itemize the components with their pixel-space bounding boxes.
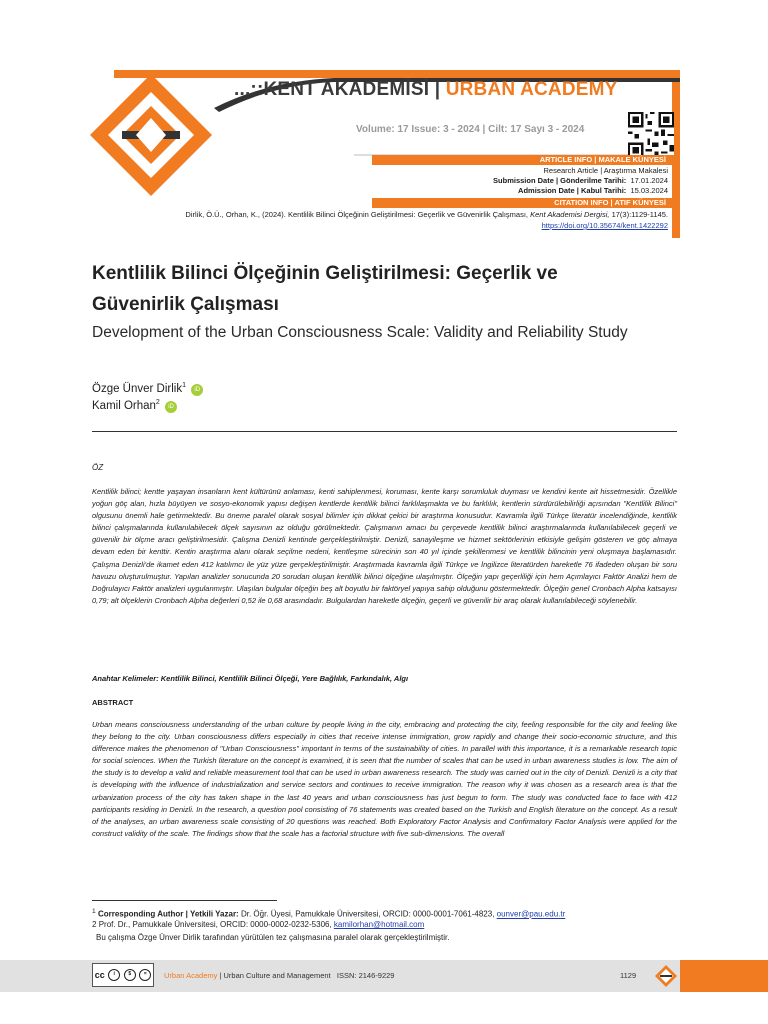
journal-logo-icon: [86, 70, 216, 200]
footer-subtitle: Urban Culture and Management: [223, 971, 331, 980]
admission-date-line: [518, 186, 668, 195]
journal-prefix: ...::: [234, 79, 264, 100]
by-icon: i: [108, 969, 120, 981]
abstract-paragraph: Urban means consciousness understanding of the urban culture by people living in the city, embracing and protecting the city, feeling responsible for the city and feeling like they belong to the city. Urban consciousness differs especially in cities that receive intense immigration, grow rapidly and change their socio-economic structure, and this difference makes the phenomenon of "Urban Consciousness" important in terms of the sustainability of cities. In parallel with this importance, it is a remarkable research topic for social sciences. When the Turkish literature on the concept is examined, it is seen that the number of scales that can be used in urban awareness studies is low. The aim of the study is to develop a valid and reliable measurement tool that can be used in urban awareness research. The study was carried out in the city of Denizli. Denizli is a city that is developing with the influence of industrialization and service sectors and continues to receive immigration. The reason why it was chosen as a research area is that the urbanization process of the city has taken shape in the last 40 years and urban consciousness has just begun to form. The study was conducted face to face with 412 participants residing in Denizli. In the research, a question pool consisting of 76 statements was created based on the Turkish and English literature on the concept. As a result of the analyses, an urban awareness scale consisting of 20 questions was reached. Both Exploratory Factor Analysis and Confirmatory Factor Analysis were applied for the construct validity of the scale. The findings show that the scale has a factorial structure with five sub-dimensions. The overall: [92, 720, 677, 838]
journal-name-tr: KENT AKADEMİSİ: [263, 79, 430, 100]
cc-license-icon[interactable]: [92, 963, 154, 987]
author-1: [92, 382, 203, 396]
submission-date-line: [493, 176, 668, 185]
footnote-mark: 2: [92, 920, 97, 929]
citation-suffix: 17(3):1129-1145.: [611, 210, 668, 219]
nc-icon: $: [124, 969, 136, 981]
email-link[interactable]: ounver@pau.edu.tr: [496, 909, 566, 919]
footer-issn: ISSN: 2146-9229: [336, 971, 395, 980]
footer-brand: Urban Academy: [164, 971, 218, 980]
oz-paragraph: Kentlilik bilinci; kentte yaşayan insanların kent kültürünü anlaması, kenti sahiplenmesi, koruması, kente karşı sorumluluk duyması ve kendini kente ait hissetmesidir. Özellikle yoğun göç alan, hızla büyüyen ve sosyo-ekonomik yapısı değişen kentlerde kentlilik bilinci farklılaşmakta ve bu farklılık, kentlerin sürdürülebilirliği açısından "Kentlilik Bilinci" olgusunu önemli hale getirmektedir. Bu öneme paralel olarak sosyal bilimler için dikkat çekici bir araştırma konusudur. Kavramla ilgili Türkçe literatür incelendiğinde, kentlilik bilinci çalışmalarında kullanılabilecek ölçek sayısının az olduğu görülmektedir. Çalışmanın amacı bu çerçevede kentlilik bilinci araştırmalarında kullanılabilecek geçerli ve güvenilir bir ölçme aracı geliştirilmesidir. Çalışma Denizli kentinde gerçekleştirilmiştir. Denizli, sanayileşme ve hizmet sektörlerinin etkisiyle gelişim gösteren ve göç almaya devam eden bir kenttir. Kentin araştırma alanı olarak seçilme nedeni, kentleşme sürecinin son 40 yıl içinde şekillenmesi ve kentlilik bilincinin yeni oluşmaya başlamasıdır. Çalışma Denizli'de ikamet eden 412 katılımcı ile yüz yüze gerçekleştirilmiştir. Araştırmada kavramla ilgili Türkçe ve İngilizce literatürden hareketle 76 ifadeden oluşan bir soru havuzu oluşturulmuştur. Yapılan analizler sonucunda 20 sorudan oluşan kentlilik bilinci ölçeğine ulaşılmıştır. Ölçeğin yapı geçerliliği için hem Açımlayıcı Faktör Analizi hem de Doğrulayıcı Faktör analizleri uygulanmıştır. Ulaşılan bulgular ölçeğin beş alt boyutlu bir faktöryel yapıya sahip olduğunu göstermektedir. Ölçeğin genel Cronbach Alpha katsayısı 0,79; alt ölçeklerin Cronbach Alpha değerleri 0,52 ile 0,68 arasındadır. Bulgulardan hareketle ölçeğin, geçerli ve güvenilir bir araç olarak kullanılabileceği söylenebilir.: [92, 487, 677, 605]
article-title-tr: Kentlilik Bilinci Ölçeğinin Geliştirilmesi: Geçerlik ve Güvenirlik Çalışması: [92, 263, 558, 315]
author-divider: [92, 431, 677, 432]
footnote-2: [92, 920, 424, 929]
citation-journal: Kent Akademisi Dergisi,: [530, 210, 610, 219]
citation-info-label: CITATION INFO | ATIF KÜNYESİ: [372, 198, 674, 208]
oz-heading: ÖZ: [92, 463, 104, 472]
footnote-divider: [92, 900, 277, 901]
author-name: Kamil Orhan: [92, 399, 156, 412]
article-type: Research Article | Araştırma Makalesi: [543, 166, 668, 175]
orcid-icon[interactable]: iD: [165, 401, 177, 413]
footer-separator: |: [217, 971, 224, 980]
page-number: 1129: [620, 971, 637, 980]
author-2: [92, 399, 177, 413]
author-footnote-mark: 1: [182, 382, 187, 389]
footnote-mark: 1: [92, 908, 96, 915]
author-footnote-mark: 2: [155, 399, 160, 406]
corresponding-author-label: Corresponding Author | Yetkili Yazar:: [97, 909, 239, 919]
submission-label: Submission Date | Gönderilme Tarihi:: [493, 176, 627, 185]
abstract-heading: ABSTRACT: [92, 698, 134, 707]
email-link[interactable]: kamilorhan@hotmail.com: [333, 920, 425, 929]
submission-date: 17.01.2024: [630, 176, 668, 185]
citation-text: [185, 210, 668, 219]
citation-prefix: Dirlik, Ö.Ü., Orhan, K., (2024). Kentlilik Bilinci Ölçeğinin Geliştirilmesi: Geçerlik ve Güvenirlik Çalışması,: [185, 210, 529, 219]
doi-link[interactable]: https://doi.org/10.35674/kent.1422292: [541, 221, 668, 230]
admission-label: Admission Date | Kabul Tarihi:: [518, 186, 627, 195]
footer-journal-info: [164, 971, 394, 980]
article-info-label: ARTICLE INFO | MAKALE KÜNYESİ: [372, 155, 674, 165]
keywords-tr: Anahtar Kelimeler: Kentlilik Bilinci, Kentlilik Bilinci Ölçeği, Yere Bağlılık, Farkındalık, Algı: [92, 674, 409, 683]
volume-issue-line: Volume: 17 Issue: 3 - 2024 | Cilt: 17 Sayı 3 - 2024: [356, 124, 585, 135]
admission-date: 15.03.2024: [630, 186, 668, 195]
footer-accent-bar: [680, 960, 768, 992]
author-name: Özge Ünver Dirlik: [92, 382, 183, 395]
orcid-icon[interactable]: iD: [191, 384, 203, 396]
footnote-thesis-note: Bu çalışma Özge Ünver Dirlik tarafından yürütülen tez çalışmasına paralel olarak gerçekleştirilmiştir.: [96, 933, 450, 942]
qr-code-icon[interactable]: [628, 112, 674, 158]
journal-title: [234, 79, 618, 101]
cc-text: cc: [94, 970, 105, 980]
article-title-en: Development of the Urban Consciousness Scale: Validity and Reliability Study: [92, 324, 628, 341]
journal-name-en: URBAN ACADEMY: [445, 79, 618, 100]
journal-logo-small-icon: [654, 964, 678, 988]
footnote-1: [92, 908, 565, 919]
title-separator: |: [429, 79, 446, 100]
footnote-text: Prof. Dr., Pamukkale Üniversitesi, ORCID: 0000-0002-0232-5306,: [98, 920, 332, 929]
nd-icon: =: [139, 969, 151, 981]
footnote-text: Dr. Öğr. Üyesi, Pamukkale Üniversitesi, ORCID: 0000-0001-7061-4823,: [240, 909, 495, 919]
